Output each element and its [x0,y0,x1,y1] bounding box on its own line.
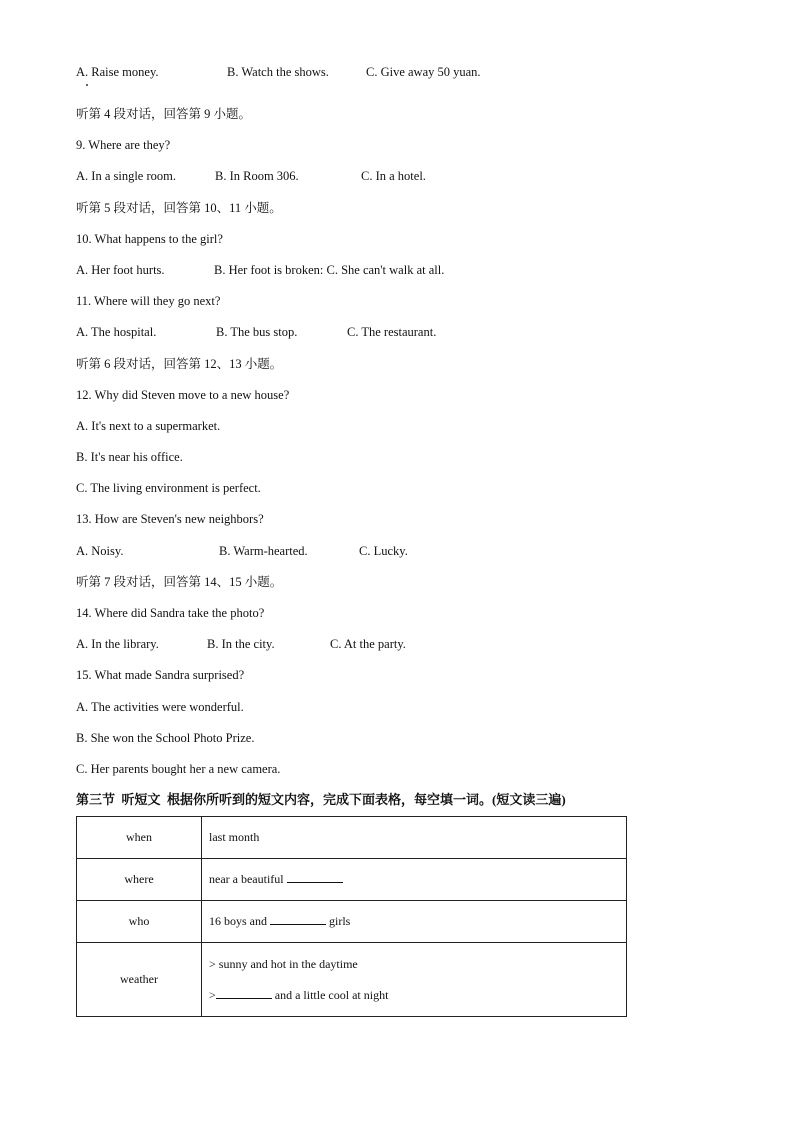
stray-dot [86,84,88,86]
q14-option-a: A. In the library. [76,637,159,651]
who-blank[interactable] [270,914,326,925]
section-3-heading: 第三节 听短文 根据你所听到的短文内容，完成下面表格，每空填一词。(短文读三遍) [76,792,566,807]
section-5-instruction: 听第 5 段对话，回答第 10、11 小题。 [76,201,282,215]
weather-line-1: > sunny and hot in the daytime [209,957,358,971]
q13-option-a: A. Noisy. [76,544,124,558]
q14-option-b: B. In the city. [207,637,275,651]
q15-option-a: A. The activities were wonderful. [76,700,244,714]
where-label: where [77,859,202,901]
question-11: 11. Where will they go next? [76,294,221,308]
question-12: 12. Why did Steven move to a new house? [76,388,290,402]
weather-value [202,943,627,1017]
q12-option-a: A. It's next to a supermarket. [76,419,221,433]
question-10: 10. What happens to the girl? [76,232,223,246]
weather-blank[interactable] [216,988,272,999]
q15-option-c: C. Her parents bought her a new camera. [76,762,281,776]
when-value: last month [202,817,627,859]
question-9: 9. Where are they? [76,138,171,152]
table-row-weather [77,943,627,1017]
weather-line-2 [209,987,626,1003]
table-row-where [77,859,627,901]
q10-option-bc: B. Her foot is broken: C. She can't walk at all. [214,263,445,277]
q12-option-b: B. It's near his office. [76,450,183,464]
q14-option-c: C. At the party. [330,637,406,651]
q9-option-a: A. In a single room. [76,169,176,183]
q13-option-c: C. Lucky. [359,544,408,558]
table-row-who [77,901,627,943]
q10-option-a: A. Her foot hurts. [76,263,165,277]
where-text: near a beautiful [209,872,287,886]
who-text-suffix: girls [326,914,351,928]
q15-option-b: B. She won the School Photo Prize. [76,731,255,745]
q12-option-c: C. The living environment is perfect. [76,481,261,495]
section-6-instruction: 听第 6 段对话，回答第 12、13 小题。 [76,357,283,371]
who-label: who [77,901,202,943]
info-table [76,816,627,1017]
weather-label: weather [77,943,202,1017]
q9-option-b: B. In Room 306. [215,169,299,183]
q9-option-c: C. In a hotel. [361,169,426,183]
q8-option-b: B. Watch the shows. [227,65,329,79]
who-value [202,901,627,943]
where-blank[interactable] [287,872,343,883]
q8-option-a: A. Raise money. [76,65,159,79]
table-row-when [77,817,627,859]
when-label: when [77,817,202,859]
q8-option-c: C. Give away 50 yuan. [366,65,481,79]
question-14: 14. Where did Sandra take the photo? [76,606,265,620]
question-15: 15. What made Sandra surprised? [76,668,245,682]
q11-option-b: B. The bus stop. [216,325,298,339]
section-7-instruction: 听第 7 段对话，回答第 14、15 小题。 [76,575,283,589]
weather-line-2-suffix: and a little cool at night [271,988,389,1002]
who-text-prefix: 16 boys and [209,914,270,928]
q11-option-c: C. The restaurant. [347,325,437,339]
q13-option-b: B. Warm-hearted. [219,544,308,558]
weather-line-2-prefix: > [209,988,216,1002]
q11-option-a: A. The hospital. [76,325,157,339]
section-4-instruction: 听第 4 段对话，回答第 9 小题。 [76,107,252,121]
where-value [202,859,627,901]
question-13: 13. How are Steven's new neighbors? [76,512,264,526]
